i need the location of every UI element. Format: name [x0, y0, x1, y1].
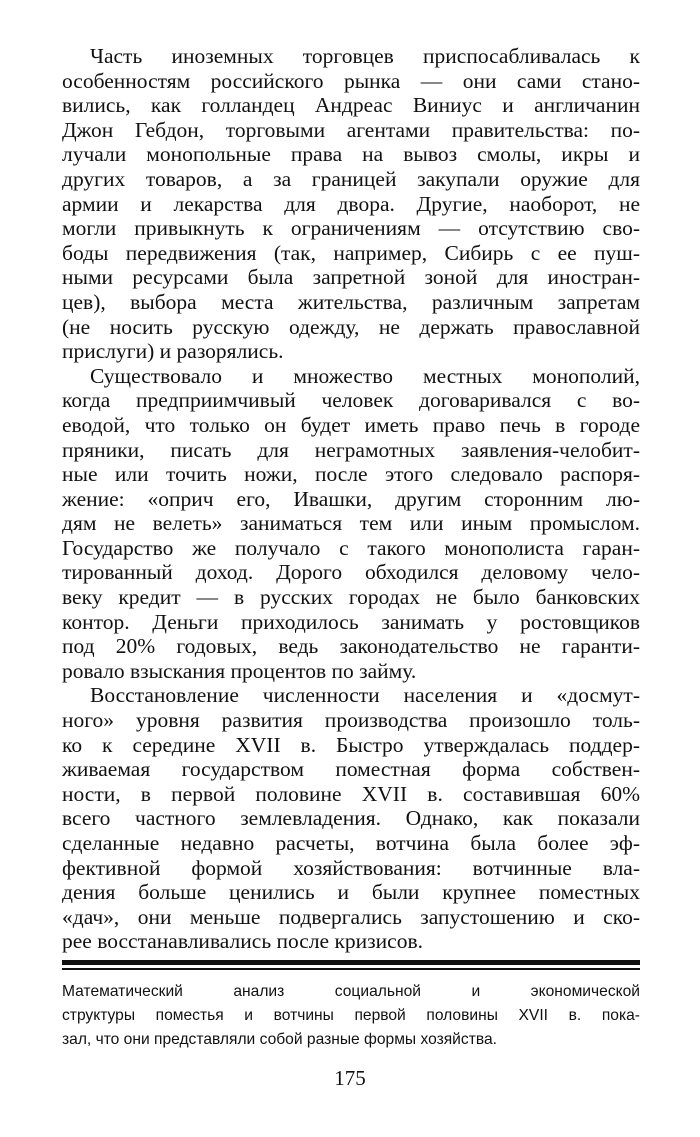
text-line: ровало взыскания процентов по займу. — [62, 658, 417, 683]
text-line: под 20% годовых, ведь законодательство не гаранти- — [62, 634, 640, 659]
divider-thin — [62, 968, 640, 970]
sidebar-line: структуры поместья и вотчины первой половины XVII в. пока- — [62, 1007, 640, 1024]
text-line: дям не велеть» заниматься тем или иным промыслом. — [62, 511, 640, 536]
text-line: веку кредит — в русских городах не было банковских — [62, 585, 640, 610]
text-line: ности, в первой половине XVII в. составившая 60% — [62, 781, 640, 806]
text-line: ные или точить ножи, после этого следовало распоря- — [62, 462, 640, 487]
text-line: пряники, писать для неграмотных заявления-челобит- — [62, 437, 640, 462]
text-line: жение: «оприч его, Ивашки, другим сторонним лю- — [62, 486, 640, 511]
divider-thick — [62, 960, 640, 965]
text-line: Существовало и множество местных монополий, — [90, 363, 640, 388]
text-line: цев), выбора места жительства, различным запретам — [62, 289, 640, 314]
text-line: армии и лекарства для двора. Другие, наоборот, не — [62, 191, 640, 216]
page-number: 175 — [334, 1066, 366, 1090]
main-text-block — [62, 44, 640, 954]
text-line: особенностям российского рынка — они сами стано- — [62, 68, 640, 93]
text-line: когда предприимчивый человек договаривался с во- — [62, 388, 640, 413]
paragraph — [62, 44, 640, 364]
text-line: сделанные недавно расчеты, вотчина была более эф- — [62, 831, 640, 855]
text-line: контор. Деньги приходилось занимать у ростовщиков — [62, 609, 640, 634]
body-text — [62, 44, 640, 954]
text-line: тированный доход. Дорого обходился деловому чело- — [62, 560, 640, 585]
text-line: других товаров, а за границей закупали оружие для — [62, 166, 640, 191]
text-line: Часть иноземных торговцев приспосабливалась к — [90, 44, 640, 68]
text-line: могли привыкнуть к ограничениям — отсутствию сво- — [62, 216, 640, 241]
text-line: Государство же получало с такого монополиста гаран- — [62, 535, 640, 560]
text-line: боды передвижения (так, например, Сибирь с ее пуш- — [62, 240, 640, 265]
text-line: дения больше ценились и были крупнее поместных — [62, 880, 640, 905]
text-line: «дач», они меньше подвергались запустошению и ско- — [62, 904, 640, 929]
text-line: ного» уровня развития производства произошло толь- — [62, 708, 640, 733]
text-line: ко к середине XVII в. Быстро утверждалась поддер- — [62, 732, 640, 757]
text-line: еводой, что только он будет иметь право печь в городе — [62, 412, 640, 437]
text-line: Восстановление численности населения и «досмут- — [90, 683, 640, 708]
text-line: всего частного землевладения. Однако, как показали — [62, 806, 640, 831]
sidebar-line: Математический анализ социальной и экономической — [62, 983, 640, 1000]
text-line: фективной формой хозяйствования: вотчинные вла- — [62, 855, 640, 880]
text-line: вились, как голландец Андреас Виниус и англичанин — [62, 93, 640, 118]
text-line: рее восстанавливались после кризисов. — [62, 929, 423, 954]
text-line: лучали монопольные права на вывоз смолы, икры и — [62, 142, 640, 167]
text-line: живаемая государством поместная форма собствен- — [62, 757, 640, 782]
text-line: Джон Гебдон, торговыми агентами правительства: по- — [62, 117, 640, 142]
text-line: прислуги) и разорялись. — [62, 339, 284, 364]
paragraph — [62, 683, 640, 954]
sidebar-note — [62, 980, 640, 1052]
text-line: (не носить русскую одежду, не держать православной — [62, 314, 640, 339]
paragraph — [62, 364, 640, 684]
text-line: ными ресурсами была запретной зоной для иностран- — [62, 265, 640, 290]
sidebar-line: зал, что они представляли собой разные формы хозяйства. — [62, 1031, 497, 1048]
